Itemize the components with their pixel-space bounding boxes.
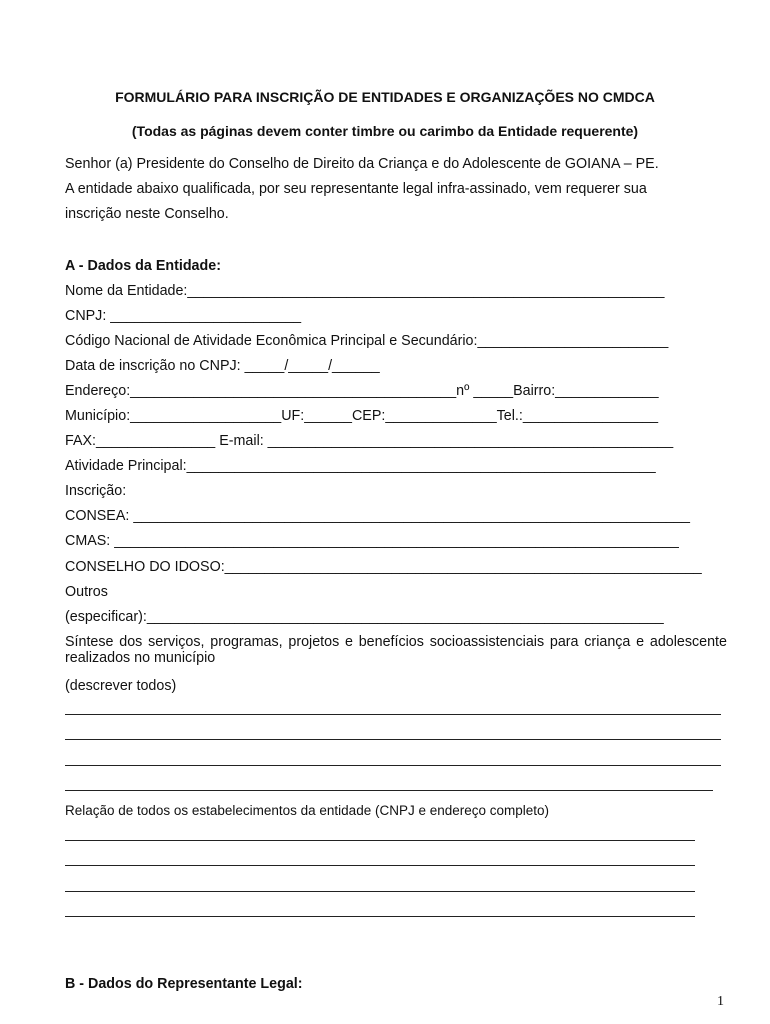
field-consea[interactable]: CONSEA: ______________________________________________________________________ <box>65 508 690 524</box>
intro-line-2: A entidade abaixo qualificada, por seu representante legal infra-assinado, vem requerer sua <box>65 181 647 197</box>
page-number: 1 <box>717 994 724 1009</box>
services-blank-line[interactable] <box>65 714 721 715</box>
field-cmas[interactable]: CMAS: _______________________________________________________________________ <box>65 533 679 549</box>
field-cnae[interactable]: Código Nacional de Atividade Econômica Principal e Secundário:________________________ <box>65 333 669 349</box>
field-data-inscricao[interactable]: Data de inscrição no CNPJ: _____/_____/______ <box>65 358 380 374</box>
field-especificar[interactable]: (especificar):_________________________________________________________________ <box>65 609 664 625</box>
field-cnpj[interactable]: CNPJ: ________________________ <box>65 308 302 324</box>
services-blank-line[interactable] <box>65 739 721 740</box>
form-subtitle: (Todas as páginas devem conter timbre ou carimbo da Entidade requerente) <box>131 123 639 139</box>
label-outros: Outros <box>65 584 108 600</box>
field-municipio[interactable]: Município:___________________UF:______CEP:______________Tel.:_________________ <box>65 408 659 424</box>
field-conselho-idoso[interactable]: CONSELHO DO IDOSO:____________________________________________________________ <box>65 559 702 575</box>
services-hint: (descrever todos) <box>65 678 177 694</box>
field-endereco[interactable]: Endereço:_________________________________________nº _____Bairro:_____________ <box>65 383 659 399</box>
establishments-blank-line[interactable] <box>65 891 695 892</box>
field-atividade-principal[interactable]: Atividade Principal:___________________________________________________________ <box>65 458 656 474</box>
establishments-description: Relação de todos os estabelecimentos da entidade (CNPJ e endereço completo) <box>65 803 550 818</box>
services-blank-line[interactable] <box>65 765 721 766</box>
establishments-blank-line[interactable] <box>65 916 695 917</box>
services-description: Síntese dos serviços, programas, projetos e benefícios socioassistenciais para criança e adolescente realizados no município <box>65 634 727 666</box>
label-inscricao: Inscrição: <box>65 483 127 499</box>
establishments-blank-line[interactable] <box>65 840 695 841</box>
intro-line-1: Senhor (a) Presidente do Conselho de Direito da Criança e do Adolescente de GOIANA – PE. <box>65 156 659 172</box>
form-title: FORMULÁRIO PARA INSCRIÇÃO DE ENTIDADES E ORGANIZAÇÕES NO CMDCA <box>115 89 655 105</box>
field-fax-email[interactable]: FAX:_______________ E-mail: ___________________________________________________ <box>65 433 674 449</box>
establishments-blank-line[interactable] <box>65 865 695 866</box>
section-b-heading: B - Dados do Representante Legal: <box>65 976 303 992</box>
services-blank-line[interactable] <box>65 790 713 791</box>
field-nome-entidade[interactable]: Nome da Entidade:____________________________________________________________ <box>65 283 665 299</box>
intro-line-3: inscrição neste Conselho. <box>65 206 229 222</box>
section-a-heading: A - Dados da Entidade: <box>65 258 221 274</box>
